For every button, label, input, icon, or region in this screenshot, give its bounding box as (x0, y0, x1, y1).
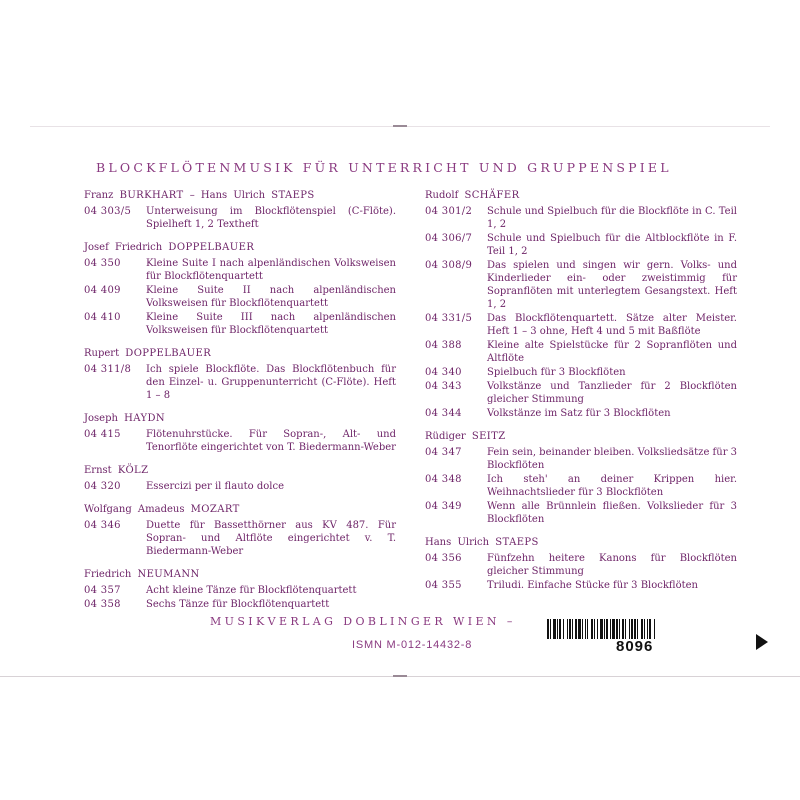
entry-description: Duette für Bassetthörner aus KV 487. Für Sopran- und Altflöte eingerichtet v. T. Biedermann-Weber (146, 520, 396, 557)
composer-given-name: Rudolf (425, 190, 459, 201)
page-turn-arrow-icon (756, 634, 768, 650)
entry-description: Unterweisung im Blockflötenspiel (C-Flöte). Spielheft 1, 2 Textheft (146, 206, 396, 230)
composer-name (84, 503, 396, 516)
catalog-entry (84, 311, 396, 337)
composer-given-name: Ulrich (457, 537, 490, 548)
entry-number: 04 344 (425, 408, 462, 419)
catalog-entry (84, 205, 396, 231)
composer-section (84, 347, 396, 402)
catalog-entry (425, 407, 737, 420)
catalog-number: 8096 (616, 638, 654, 655)
composer-surname: DOPPELBAUER (168, 242, 255, 253)
entry-number: 04 349 (425, 501, 462, 512)
composer-given-name: Josef (84, 242, 109, 253)
composer-surname: DOPPELBAUER (125, 348, 212, 359)
composer-given-name: Friedrich (114, 242, 163, 253)
catalog-entry (425, 473, 737, 499)
entry-description: Flötenuhrstücke. Für Sopran-, Alt- und Tenorflöte eingerichtet von T. Biedermann-Weber (146, 429, 396, 453)
entry-number: 04 340 (425, 367, 462, 378)
entry-number: 04 356 (425, 553, 462, 564)
catalog-entry (425, 579, 737, 592)
composer-section (84, 464, 396, 493)
bottom-rule-mark (393, 675, 407, 677)
composer-name (425, 189, 737, 202)
entry-number: 04 306/7 (425, 233, 473, 244)
barcode (547, 619, 747, 639)
composer-given-name: Wolfgang (84, 504, 132, 515)
composer-surname: SEITZ (471, 431, 506, 442)
catalog-entry (425, 232, 737, 258)
catalog-entry (84, 480, 396, 493)
catalog-entry (425, 380, 737, 406)
entry-description: Ich spiele Blockflöte. Das Blockflötenbuch für den Einzel- u. Gruppenunterricht (C-Flöte). Heft 1 – 8 (146, 364, 396, 401)
entry-number: 04 358 (84, 599, 121, 610)
composer-name (84, 464, 396, 477)
entry-description: Acht kleine Tänze für Blockflötenquartett (146, 585, 357, 596)
entry-number: 04 347 (425, 447, 462, 458)
catalog-entry (84, 598, 396, 611)
entry-number: 04 303/5 (84, 206, 132, 217)
entry-number: 04 346 (84, 520, 121, 531)
catalog-entry (84, 257, 396, 283)
entry-number: 04 409 (84, 285, 121, 296)
catalog-entry (425, 205, 737, 231)
entry-description: Schule und Spielbuch für die Blockflöte in C. Teil 1, 2 (487, 206, 737, 230)
entry-description: Volkstänze und Tanzlieder für 2 Blockflöten gleicher Stimmung (487, 381, 737, 405)
entry-description: Triludi. Einfache Stücke für 3 Blockflöten (487, 580, 698, 591)
catalog-entry (425, 552, 737, 578)
catalog-entry (425, 500, 737, 526)
entry-number: 04 357 (84, 585, 121, 596)
entry-number: 04 415 (84, 429, 121, 440)
entry-description: Ich steh' an deiner Krippen hier. Weihnachtslieder für 3 Blockflöten (487, 474, 737, 498)
ismn-number: ISMN M-012-14432-8 (352, 639, 473, 651)
composer-given-name: Rupert (84, 348, 120, 359)
composer-surname: SCHÄFER (464, 190, 520, 201)
composer-name (84, 241, 396, 254)
entry-description: Kleine alte Spielstücke für 2 Sopranflöten und Altflöte (487, 340, 737, 364)
composer-section (84, 568, 396, 611)
left-column (84, 189, 396, 621)
composer-name (425, 430, 737, 443)
composer-given-name: Hans (200, 190, 228, 201)
composer-section (425, 189, 737, 420)
entry-number: 04 301/2 (425, 206, 473, 217)
composer-name (84, 568, 396, 581)
catalog-entry (84, 584, 396, 597)
entry-description: Spielbuch für 3 Blockflöten (487, 367, 626, 378)
entry-description: Fein sein, beinander bleiben. Volksliedsätze für 3 Blockflöten (487, 447, 738, 471)
entry-number: 04 410 (84, 312, 121, 323)
entry-description: Das spielen und singen wir gern. Volks- und Kinderlieder ein- oder zweistimmig für Sopranflöten mit unterlegtem Gesangstext. Heft 1, 2 (487, 260, 737, 310)
composer-section (84, 503, 396, 558)
publisher-line: MUSIKVERLAG DOBLINGER WIEN – (210, 615, 516, 628)
composer-given-name: Amadeus (137, 504, 185, 515)
composer-given-name: Ernst (84, 465, 112, 476)
composer-name (425, 536, 737, 549)
entry-description: Wenn alle Brünnlein fließen. Volkslieder für 3 Blockflöten (487, 501, 737, 525)
catalog-entry (425, 339, 737, 365)
composer-given-name: Ulrich (233, 190, 266, 201)
composer-given-name: Franz (84, 190, 114, 201)
composer-given-name: Joseph (84, 413, 118, 424)
composer-given-name: Rüdiger (425, 431, 466, 442)
entry-number: 04 343 (425, 381, 462, 392)
composer-given-name: Hans (425, 537, 452, 548)
top-rule-mark (393, 125, 407, 127)
composer-surname: MOZART (190, 504, 240, 515)
catalog-entry (425, 259, 737, 311)
composer-given-name: Friedrich (84, 569, 132, 580)
entry-number: 04 320 (84, 481, 121, 492)
composer-section (425, 536, 737, 592)
catalog-entry (84, 284, 396, 310)
entry-description: Fünfzehn heitere Kanons für Blockflöten gleicher Stimmung (487, 553, 737, 577)
catalog-entry (84, 519, 396, 558)
entry-description: Sechs Tänze für Blockflötenquartett (146, 599, 330, 610)
composer-surname: STAEPS (495, 537, 539, 548)
entry-description: Kleine Suite I nach alpenländischen Volksweisen für Blockflötenquartett (146, 258, 396, 282)
entry-number: 04 350 (84, 258, 121, 269)
composer-section (425, 430, 737, 526)
composer-section (84, 241, 396, 337)
composer-name (84, 189, 396, 202)
composer-section (84, 189, 396, 231)
catalog-entry (84, 428, 396, 454)
catalog-entry (425, 366, 737, 379)
barcode-bar (655, 619, 656, 639)
composer-surname: HAYDN (124, 413, 166, 424)
entry-number: 04 311/8 (84, 364, 132, 375)
composer-section (84, 412, 396, 454)
entry-number: 04 308/9 (425, 260, 473, 271)
entry-number: 04 355 (425, 580, 462, 591)
entry-number: 04 331/5 (425, 313, 473, 324)
entry-description: Kleine Suite II nach alpenländischen Volksweisen für Blockflötenquartett (146, 285, 396, 309)
entry-description: Volkstänze im Satz für 3 Blockflöten (487, 408, 671, 419)
entry-description: Kleine Suite III nach alpenländischen Volksweisen für Blockflötenquartett (146, 312, 396, 336)
composer-name (84, 347, 396, 360)
composer-surname: BURKHART (119, 190, 184, 201)
catalog-heading: BLOCKFLÖTENMUSIK FÜR UNTERRICHT UND GRUPPENSPIEL (96, 160, 672, 175)
entry-number: 04 348 (425, 474, 462, 485)
composer-surname: NEUMANN (137, 569, 200, 580)
composer-surname: KÖLZ (117, 465, 149, 476)
entry-description: Das Blockflötenquartett. Sätze alter Meister. Heft 1 – 3 ohne, Heft 4 und 5 mit Baßflöte (487, 313, 737, 337)
catalog-entry (425, 312, 737, 338)
catalog-entry (425, 446, 737, 472)
entry-description: Schule und Spielbuch für die Altblockflöte in F. Teil 1, 2 (487, 233, 737, 257)
composer-name (84, 412, 396, 425)
composer-given-name: – (189, 190, 195, 201)
entry-number: 04 388 (425, 340, 462, 351)
composer-surname: STAEPS (271, 190, 315, 201)
right-column (425, 189, 737, 602)
entry-description: Essercizi per il flauto dolce (146, 481, 284, 492)
catalog-entry (84, 363, 396, 402)
